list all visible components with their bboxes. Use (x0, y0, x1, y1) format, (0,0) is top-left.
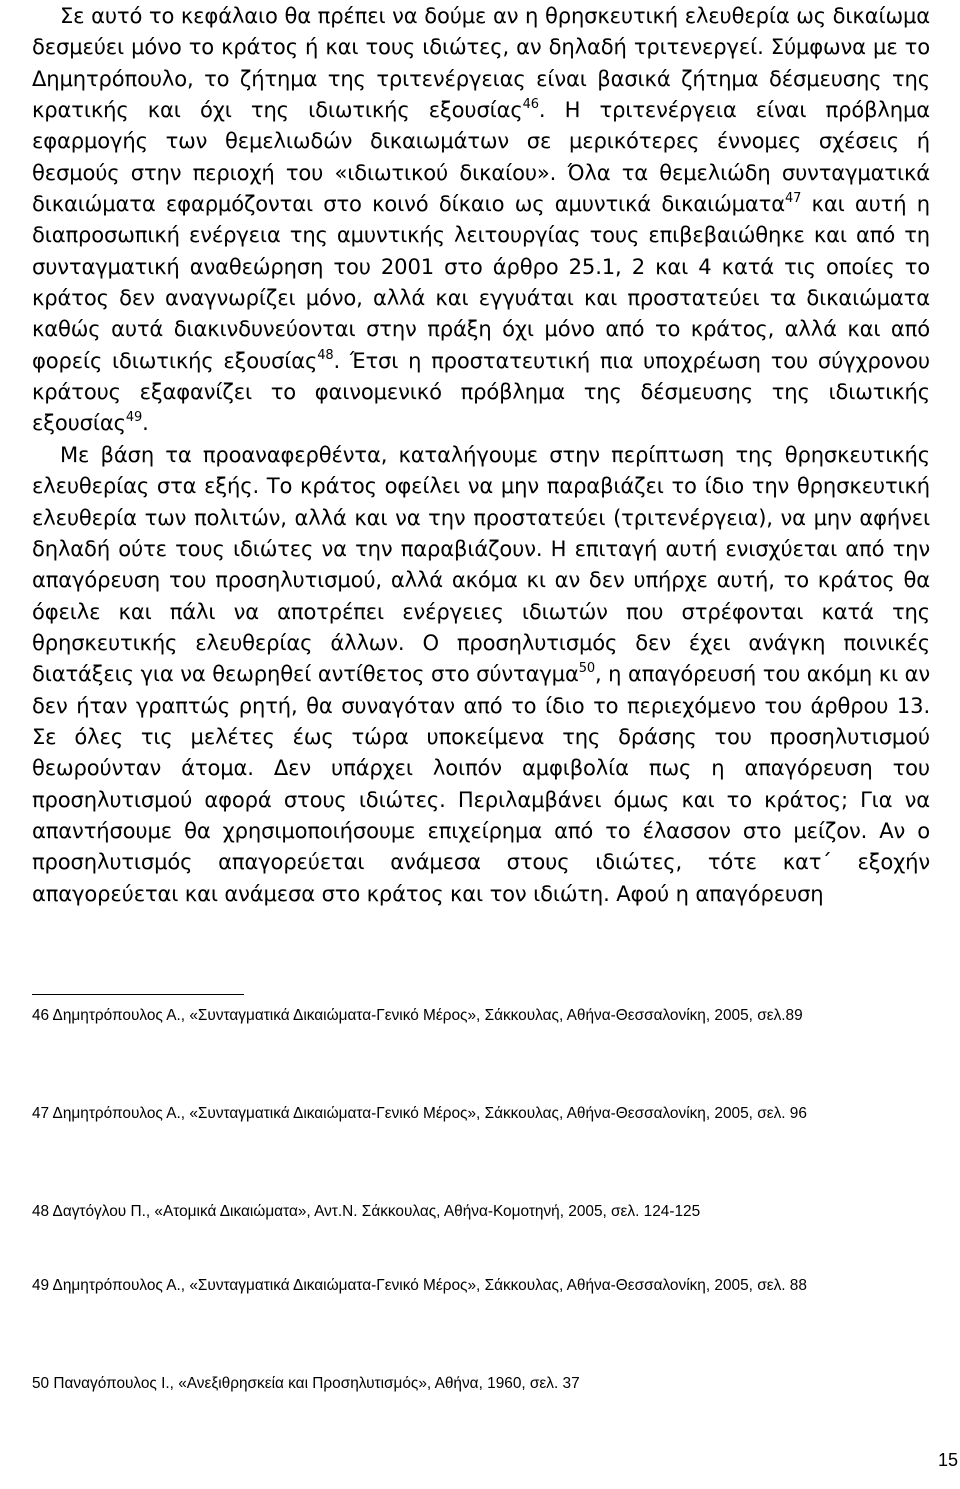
footnote-50: 50 Παναγόπουλος Ι., «Ανεξιθρησκεία και Προσηλυτισμός», Αθήνα, 1960, σελ. 37 (32, 1375, 580, 1392)
paragraph-1-text: . (142, 410, 149, 436)
footnote-ref-49[interactable]: 49 (125, 410, 143, 426)
paragraph-1-text: . Η τριτενέργεια είναι πρόβλημα εφαρμογής των θεμελιωδών δικαιωμάτων σε μερικότερες έννομες σχέσεις ή θεσμούς στην περιοχή του «ιδιωτικού δικαίου». Όλα τα θεμελιώδη συνταγματικά δικαιώματα εφαρμόζονται στο κοινό δίκαιο ως αμυντικά δικαιώματα (32, 97, 930, 217)
footnote-ref-48[interactable]: 48 (317, 347, 334, 363)
paragraph-2 (32, 439, 930, 909)
paragraph-2-text: Με βάση τα προαναφερθέντα, καταλήγουμε στην περίπτωση της θρησκευτικής ελευθερίας στα εξής. Το κράτος οφείλει να μην παραβιάζει το ίδιο την θρησκευτική ελευθερία των πολιτών, αλλά και να την προστατεύει (τριτενέργεια), να μην αφήνει δηλαδή ούτε τους ιδιώτες να την παραβιάζουν. Η επιταγή αυτή ενισχύεται από την απαγόρευση του προσηλυτισμού, αλλά ακόμα κι αν δεν υπήρχε αυτή, το κράτος θα όφειλε και πάλι να αποτρέπει ενέργειες ιδιωτών που στρέφονται κατά της θρησκευτικής ελευθερίας άλλων. Ο προσηλυτισμός δεν έχει ανάγκη ποινικές διατάξεις για να θεωρηθεί αντίθετος στο σύνταγμα (32, 441, 930, 687)
paragraph-1 (32, 0, 930, 439)
footnote-47: 47 Δημητρόπουλος Α., «Συνταγματικά Δικαιώματα-Γενικό Μέρος», Σάκκουλας, Αθήνα-Θεσσαλονίκη, 2005, σελ. 96 (32, 1105, 807, 1122)
footnote-48: 48 Δαγτόγλου Π., «Ατομικά Δικαιώματα», Αντ.Ν. Σάκκουλας, Αθήνα-Κομοτηνή, 2005, σελ. 124-125 (32, 1203, 701, 1220)
footnote-ref-46[interactable]: 46 (522, 97, 539, 113)
page-number: 15 (937, 1450, 958, 1470)
footnote-ref-47[interactable]: 47 (784, 191, 802, 207)
footnote-49: 49 Δημητρόπουλος Α., «Συνταγματικά Δικαιώματα-Γενικό Μέρος», Σάκκουλας, Αθήνα-Θεσσαλονίκη, 2005, σελ. 88 (32, 1277, 807, 1294)
paragraph-1-text: και αυτή η διαπροσωπική ενέργεια της αμυντικής λειτουργίας τους επιβεβαιώθηκε και από τη συνταγματική αναθεώρηση του 2001 στο άρθρο 25.1, 2 και 4 κατά τις οποίες το κράτος δεν αναγνωρίζει μόνο, αλλά και εγγυάται και προστατεύει τα δικαιώματα καθώς αυτά διακινδυνεύονται στην πράξη όχι μόνο από το κράτος, αλλά και από φορείς ιδιωτικής εξουσίας (32, 191, 930, 373)
paragraph-1-text: . Έτσι η προστατευτική πια υποχρέωση του σύγχρονου κράτους εξαφανίζει το φαινομενικό πρόβλημα της δέσμευσης της ιδιωτικής εξουσίας (32, 347, 930, 436)
footnote-ref-50[interactable]: 50 (578, 661, 595, 677)
paragraph-1-text: Σε αυτό το κεφάλαιο θα πρέπει να δούμε αν η θρησκευτική ελευθερία ως δικαίωμα δεσμεύει μόνο το κράτος ή και τους ιδιώτες, αν δηλαδή τριτενεργεί. Σύμφωνα με το Δημητρόπουλο, το ζήτημα της τριτενέργειας είναι βασικά ζήτημα δέσμευσης της κρατικής και όχι της ιδιωτικής εξουσίας (32, 3, 930, 123)
footnote-separator (32, 994, 244, 995)
footnote-46: 46 Δημητρόπουλος Α., «Συνταγματικά Δικαιώματα-Γενικό Μέρος», Σάκκουλας, Αθήνα-Θεσσαλονίκη, 2005, σελ.89 (32, 1007, 803, 1024)
paragraph-2-text: , η απαγόρευσή του ακόμη κι αν δεν ήταν γραπτώς ρητή, θα συναγόταν από το ίδιο το περιεχόμενο του άρθρου 13. Σε όλες τις μελέτες έως τώρα υποκείμενα της δράσης του προσηλυτισμού θεωρούνταν άτομα. Δεν υπάρχει λοιπόν αμφιβολία πως η απαγόρευση του προσηλυτισμού αφορά στους ιδιώτες. Περιλαμβάνει όμως και το κράτος; Για να απαντήσουμε θα χρησιμοποιήσουμε επιχείρημα από το έλασσον στο μείζον. Αν ο προσηλυτισμός απαγορεύεται ανάμεσα στους ιδιώτες, τότε κατ΄ εξοχήν απαγορεύεται και ανάμεσα στο κράτος και τον ιδιώτη. Αφού η απαγόρευση (32, 661, 930, 906)
body-text (32, 0, 930, 909)
